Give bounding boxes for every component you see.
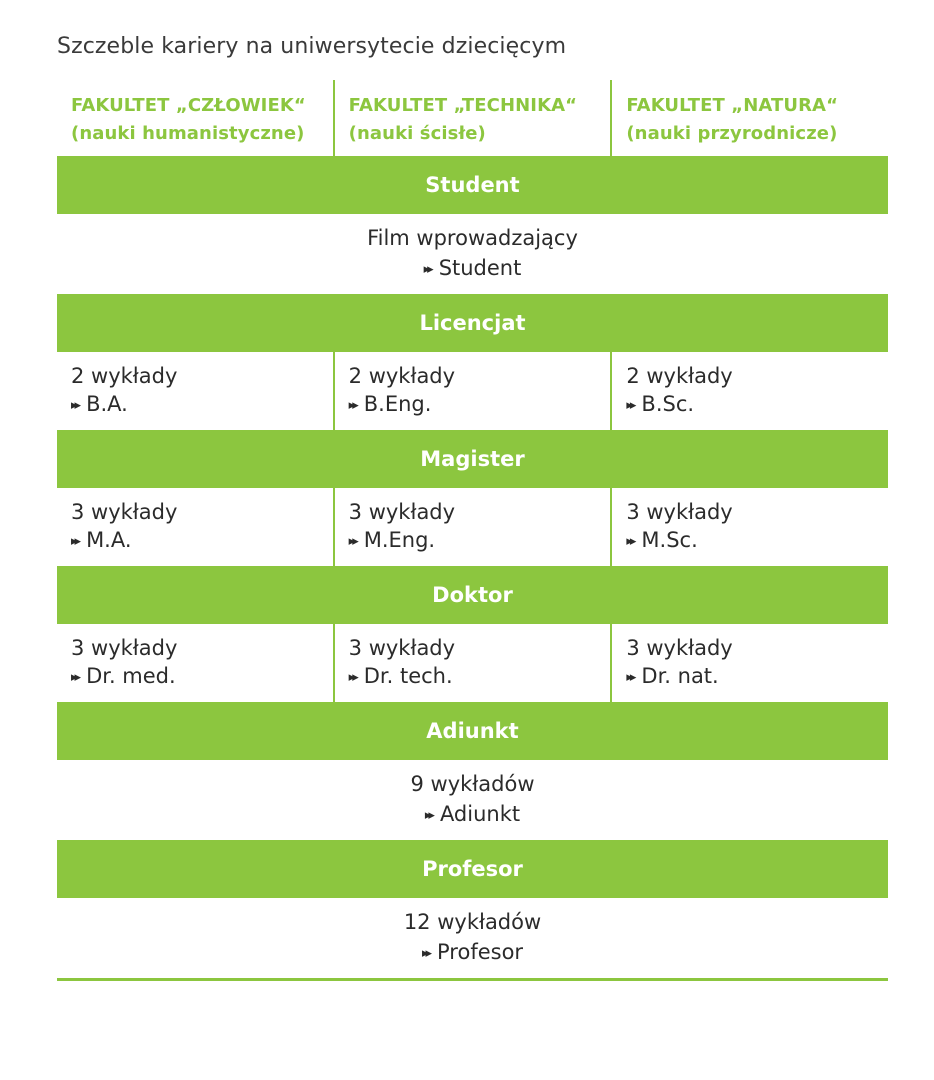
requirement: 3 wykłady bbox=[626, 500, 733, 524]
faculty-natura bbox=[610, 80, 888, 156]
degree: ▸▸ B.A. bbox=[71, 390, 333, 420]
level-row-magister bbox=[57, 488, 888, 566]
requirement: 2 wykłady bbox=[626, 364, 733, 388]
level-row-profesor bbox=[57, 898, 888, 978]
level-row-student bbox=[57, 214, 888, 294]
table-cell bbox=[57, 624, 333, 702]
faculty-sub: (nauki ścisłe) bbox=[348, 123, 486, 144]
requirement: 2 wykłady bbox=[71, 364, 178, 388]
requirement: 3 wykłady bbox=[71, 636, 178, 660]
level-band-magister: Magister bbox=[57, 430, 888, 488]
requirement: 3 wykłady bbox=[348, 500, 456, 524]
bottom-divider bbox=[57, 978, 888, 981]
career-table bbox=[57, 80, 888, 981]
faculty-name: FAKULTET „NATURA“ bbox=[626, 95, 839, 116]
level-row-adiunkt bbox=[57, 760, 888, 840]
faculty-sub: (nauki przyrodnicze) bbox=[626, 123, 838, 144]
level-band-student: Student bbox=[57, 156, 888, 214]
degree: ▸▸ Dr. nat. bbox=[626, 662, 888, 692]
faculty-czlowiek bbox=[57, 80, 333, 156]
requirement: 2 wykłady bbox=[348, 364, 456, 388]
degree: ▸▸ Dr. med. bbox=[71, 662, 333, 692]
faculty-name: FAKULTET „CZŁOWIEK“ bbox=[71, 95, 306, 116]
degree: ▸▸ Profesor bbox=[422, 937, 523, 969]
requirement: 3 wykłady bbox=[71, 500, 178, 524]
double-arrow-icon: ▸▸ bbox=[626, 398, 634, 413]
double-arrow-icon: ▸▸ bbox=[626, 534, 634, 549]
requirement: 12 wykładów bbox=[403, 910, 542, 934]
faculty-header-row bbox=[57, 80, 888, 156]
level-band-doktor: Doktor bbox=[57, 566, 888, 624]
requirement: 3 wykłady bbox=[626, 636, 733, 660]
degree: ▸▸ M.A. bbox=[71, 526, 333, 556]
double-arrow-icon: ▸▸ bbox=[71, 670, 79, 685]
table-cell bbox=[610, 624, 888, 702]
double-arrow-icon: ▸▸ bbox=[626, 670, 634, 685]
double-arrow-icon: ▸▸ bbox=[348, 670, 356, 685]
requirement: 3 wykłady bbox=[348, 636, 456, 660]
level-row-doktor bbox=[57, 624, 888, 702]
double-arrow-icon: ▸▸ bbox=[348, 534, 356, 549]
degree: ▸▸ M.Sc. bbox=[626, 526, 888, 556]
degree: ▸▸ M.Eng. bbox=[349, 526, 611, 556]
double-arrow-icon: ▸▸ bbox=[71, 398, 79, 413]
requirement: Film wprowadzający bbox=[367, 226, 578, 250]
table-cell bbox=[57, 352, 333, 430]
double-arrow-icon: ▸▸ bbox=[71, 534, 79, 549]
double-arrow-icon: ▸▸ bbox=[421, 946, 429, 961]
table-cell bbox=[610, 488, 888, 566]
double-arrow-icon: ▸▸ bbox=[424, 808, 432, 823]
degree: ▸▸ Student bbox=[424, 253, 522, 285]
table-cell bbox=[333, 624, 611, 702]
double-arrow-icon: ▸▸ bbox=[348, 398, 356, 413]
degree: ▸▸ Dr. tech. bbox=[349, 662, 611, 692]
table-cell bbox=[333, 352, 611, 430]
double-arrow-icon: ▸▸ bbox=[423, 262, 431, 277]
requirement: 9 wykładów bbox=[410, 772, 535, 796]
table-cell bbox=[610, 352, 888, 430]
level-band-profesor: Profesor bbox=[57, 840, 888, 898]
level-row-licencjat bbox=[57, 352, 888, 430]
degree: ▸▸ B.Sc. bbox=[626, 390, 888, 420]
faculty-sub: (nauki humanistyczne) bbox=[71, 123, 305, 144]
degree: ▸▸ Adiunkt bbox=[425, 799, 520, 831]
faculty-name: FAKULTET „TECHNIKA“ bbox=[348, 95, 578, 116]
table-cell bbox=[57, 488, 333, 566]
level-band-licencjat: Licencjat bbox=[57, 294, 888, 352]
faculty-technika bbox=[333, 80, 611, 156]
caption: Szczeble kariery na uniwersytecie dziecięcym bbox=[57, 34, 567, 59]
table-cell bbox=[333, 488, 611, 566]
degree: ▸▸ B.Eng. bbox=[349, 390, 611, 420]
level-band-adiunkt: Adiunkt bbox=[57, 702, 888, 760]
